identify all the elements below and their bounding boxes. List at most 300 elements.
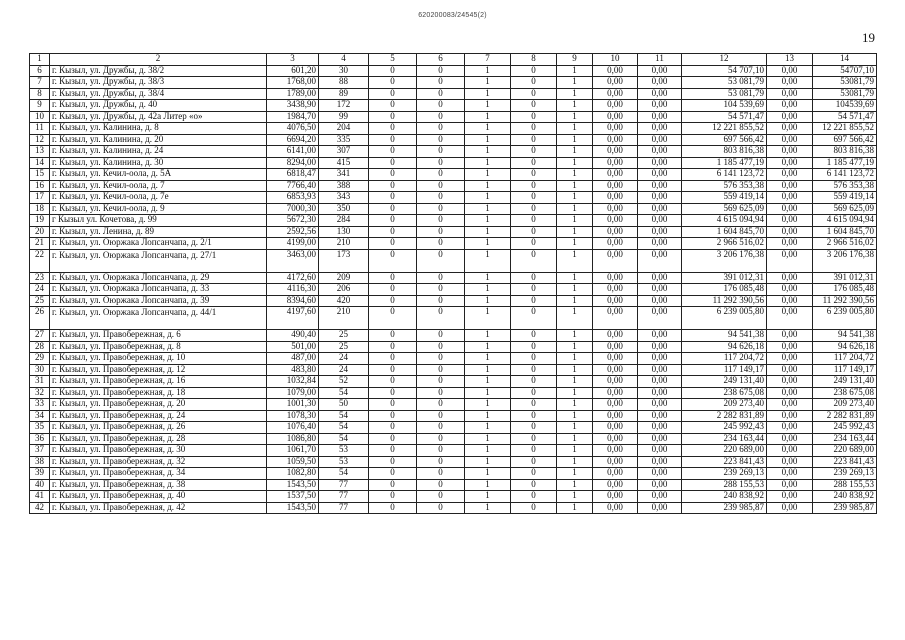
address-cell: г. Кызыл, ул. Правобережная, д. 38: [50, 479, 267, 491]
table-cell: 209: [319, 272, 369, 284]
table-cell: 0,00: [767, 123, 813, 135]
table-cell: 1: [465, 330, 511, 342]
table-cell: 1059,50: [267, 456, 319, 468]
table-cell: 0,00: [593, 422, 638, 434]
table-cell: 0,00: [638, 111, 682, 123]
table-cell: 0: [417, 272, 465, 284]
table-cell: 1: [557, 295, 593, 307]
table-cell: 2592,56: [267, 226, 319, 238]
table-cell: 41: [30, 491, 50, 503]
table-cell: 35: [30, 422, 50, 434]
table-cell: 206: [319, 284, 369, 296]
table-row: [30, 77, 877, 89]
table-cell: 17: [30, 192, 50, 204]
table-cell: 288 155,53: [813, 479, 877, 491]
table-cell: 0,00: [638, 468, 682, 480]
table-cell: 117 204,72: [682, 353, 767, 365]
table-cell: 1: [557, 169, 593, 181]
table-cell: 8294,00: [267, 157, 319, 169]
table-cell: 1: [465, 123, 511, 135]
table-cell: 8394,60: [267, 295, 319, 307]
table-cell: 0: [369, 353, 417, 365]
table-cell: 0,00: [638, 203, 682, 215]
table-cell: 0: [369, 215, 417, 227]
table-row: [30, 364, 877, 376]
table-cell: 343: [319, 192, 369, 204]
table-cell: 53: [319, 456, 369, 468]
table-cell: 1: [557, 88, 593, 100]
table-cell: 1: [557, 479, 593, 491]
column-number-row: [30, 54, 877, 66]
table-cell: 0,00: [593, 123, 638, 135]
table-cell: 0,00: [593, 65, 638, 77]
page-number: 19: [862, 30, 875, 45]
table-cell: 1: [557, 192, 593, 204]
table-cell: 0: [511, 479, 557, 491]
address-cell: г. Кызыл, ул. Оюржака Лопсанчапа, д. 29: [50, 272, 267, 284]
table-cell: 288 155,53: [682, 479, 767, 491]
column-header: 12: [682, 54, 767, 66]
table-cell: 1: [465, 272, 511, 284]
table-cell: 1061,70: [267, 445, 319, 457]
table-cell: 4199,00: [267, 238, 319, 250]
table-cell: 0,00: [767, 330, 813, 342]
table-cell: 117 149,17: [682, 364, 767, 376]
table-row: [30, 157, 877, 169]
table-cell: 25: [319, 341, 369, 353]
table-cell: 487,00: [267, 353, 319, 365]
table-cell: 42: [30, 502, 50, 514]
address-cell: г. Кызыл, ул. Правобережная, д. 28: [50, 433, 267, 445]
address-cell: г. Кызыл, ул. Правобережная, д. 16: [50, 376, 267, 388]
table-cell: 0,00: [638, 422, 682, 434]
address-cell: г. Кызыл, ул. Кечил-оола, д. 9: [50, 203, 267, 215]
table-row: [30, 215, 877, 227]
table-cell: 0: [369, 399, 417, 411]
table-cell: 0,00: [638, 353, 682, 365]
table-cell: 1: [557, 422, 593, 434]
table-cell: 50: [319, 399, 369, 411]
address-cell: г. Кызыл, ул. Кечил-оола, д. 7: [50, 180, 267, 192]
table-cell: 14: [30, 157, 50, 169]
table-cell: 0,00: [638, 180, 682, 192]
table-cell: 94 541,38: [813, 330, 877, 342]
table-cell: 0: [417, 284, 465, 296]
table-cell: 1082,80: [267, 468, 319, 480]
table-row: [30, 422, 877, 434]
table-cell: 0: [417, 134, 465, 146]
table-cell: 0,00: [638, 330, 682, 342]
table-cell: 0: [511, 192, 557, 204]
table-cell: 0,00: [638, 284, 682, 296]
table-cell: 0: [417, 353, 465, 365]
table-cell: 1 604 845,70: [813, 226, 877, 238]
table-cell: 576 353,38: [813, 180, 877, 192]
table-cell: 77: [319, 491, 369, 503]
address-cell: г. Кызыл, ул. Правобережная, д. 34: [50, 468, 267, 480]
table-cell: 0,00: [638, 215, 682, 227]
table-cell: 1: [557, 330, 593, 342]
table-cell: 21: [30, 238, 50, 250]
table-cell: 350: [319, 203, 369, 215]
table-cell: 176 085,48: [813, 284, 877, 296]
register-table: [29, 53, 877, 514]
table-cell: 1: [465, 445, 511, 457]
table-cell: 9: [30, 100, 50, 112]
table-cell: 0: [417, 364, 465, 376]
table-cell: 803 816,38: [813, 146, 877, 158]
table-cell: 130: [319, 226, 369, 238]
table-cell: 335: [319, 134, 369, 146]
address-cell: г. Кызыл, ул. Дружбы, д. 38/3: [50, 77, 267, 89]
table-cell: 8: [30, 88, 50, 100]
table-cell: 1: [465, 399, 511, 411]
table-cell: 0,00: [767, 100, 813, 112]
table-cell: 24: [319, 353, 369, 365]
table-cell: 0: [369, 410, 417, 422]
table-cell: 0: [369, 445, 417, 457]
table-cell: 30: [30, 364, 50, 376]
table-cell: 1: [557, 307, 593, 330]
table-cell: 104539,69: [813, 100, 877, 112]
table-cell: 1: [557, 123, 593, 135]
table-cell: 0,00: [767, 192, 813, 204]
table-cell: 0,00: [593, 502, 638, 514]
table-cell: 30: [319, 65, 369, 77]
table-cell: 0,00: [767, 249, 813, 272]
table-cell: 1: [557, 249, 593, 272]
table-cell: 0,00: [767, 410, 813, 422]
table-cell: 54 707,10: [682, 65, 767, 77]
table-cell: 18: [30, 203, 50, 215]
table-cell: 0: [369, 146, 417, 158]
table-cell: 0: [511, 330, 557, 342]
table-cell: 117 149,17: [813, 364, 877, 376]
table-cell: 1: [465, 157, 511, 169]
table-cell: 54: [319, 422, 369, 434]
table-cell: 0,00: [767, 157, 813, 169]
table-cell: 1: [465, 376, 511, 388]
column-header: 13: [767, 54, 813, 66]
table-cell: 0: [511, 111, 557, 123]
table-cell: 1: [557, 100, 593, 112]
table-cell: 0,00: [767, 456, 813, 468]
table-row: [30, 249, 877, 272]
table-cell: 1: [557, 433, 593, 445]
table-cell: 0: [369, 387, 417, 399]
table-cell: 239 269,13: [682, 468, 767, 480]
table-row: [30, 468, 877, 480]
table-cell: 388: [319, 180, 369, 192]
table-cell: 16: [30, 180, 50, 192]
column-header: 6: [417, 54, 465, 66]
table-cell: 223 841,43: [813, 456, 877, 468]
table-row: [30, 491, 877, 503]
table-cell: 0: [369, 169, 417, 181]
table-cell: 1: [465, 364, 511, 376]
table-cell: 6: [30, 65, 50, 77]
table-cell: 0: [511, 146, 557, 158]
table-cell: 576 353,38: [682, 180, 767, 192]
table-row: [30, 203, 877, 215]
table-cell: 1: [557, 146, 593, 158]
table-cell: 0: [511, 445, 557, 457]
table-cell: 0: [417, 330, 465, 342]
table-cell: 307: [319, 146, 369, 158]
table-cell: 0,00: [767, 203, 813, 215]
table-cell: 0: [511, 433, 557, 445]
table-cell: 0,00: [767, 88, 813, 100]
table-cell: 210: [319, 307, 369, 330]
table-cell: 94 626,18: [682, 341, 767, 353]
table-cell: 0,00: [638, 364, 682, 376]
table-cell: 501,00: [267, 341, 319, 353]
table-cell: 0: [417, 146, 465, 158]
table-cell: 1: [465, 100, 511, 112]
table-cell: 0: [511, 169, 557, 181]
table-cell: 6 141 123,72: [813, 169, 877, 181]
table-cell: 0,00: [593, 284, 638, 296]
table-cell: 0: [417, 123, 465, 135]
table-cell: 12: [30, 134, 50, 146]
table-cell: 0: [369, 341, 417, 353]
address-cell: г. Кызыл, ул. Кечил-оола, д. 5А: [50, 169, 267, 181]
table-cell: 0,00: [593, 272, 638, 284]
table-cell: 0: [417, 88, 465, 100]
table-cell: 0,00: [767, 307, 813, 330]
table-cell: 0: [511, 353, 557, 365]
table-cell: 0: [511, 180, 557, 192]
table-cell: 0,00: [638, 272, 682, 284]
table-cell: 0: [511, 284, 557, 296]
table-cell: 53 081,79: [682, 77, 767, 89]
table-cell: 0,00: [767, 272, 813, 284]
table-cell: 0: [369, 203, 417, 215]
address-cell: г. Кызыл, ул. Правобережная, д. 40: [50, 491, 267, 503]
table-cell: 391 012,31: [813, 272, 877, 284]
table-cell: 245 992,43: [813, 422, 877, 434]
column-header: 3: [267, 54, 319, 66]
table-cell: 1 604 845,70: [682, 226, 767, 238]
table-cell: 2 966 516,02: [682, 238, 767, 250]
table-row: [30, 111, 877, 123]
table-cell: 1: [465, 307, 511, 330]
table-row: [30, 100, 877, 112]
table-cell: 249 131,40: [813, 376, 877, 388]
table-cell: 1086,80: [267, 433, 319, 445]
table-cell: 223 841,43: [682, 456, 767, 468]
table-cell: 0,00: [767, 479, 813, 491]
table-cell: 11: [30, 123, 50, 135]
column-header: 8: [511, 54, 557, 66]
table-cell: 239 985,87: [813, 502, 877, 514]
table-cell: 0: [417, 445, 465, 457]
table-row: [30, 445, 877, 457]
table-cell: 0,00: [593, 376, 638, 388]
table-cell: 0,00: [638, 307, 682, 330]
table-cell: 54: [319, 410, 369, 422]
table-cell: 0,00: [638, 226, 682, 238]
table-cell: 88: [319, 77, 369, 89]
table-cell: 249 131,40: [682, 376, 767, 388]
table-cell: 1: [465, 88, 511, 100]
table-cell: 1: [465, 238, 511, 250]
table-cell: 4116,30: [267, 284, 319, 296]
table-cell: 0,00: [593, 387, 638, 399]
column-header: 14: [813, 54, 877, 66]
table-cell: 209 273,40: [682, 399, 767, 411]
table-cell: 569 625,09: [682, 203, 767, 215]
table-cell: 415: [319, 157, 369, 169]
table-cell: 220 689,00: [813, 445, 877, 457]
table-cell: 0,00: [638, 502, 682, 514]
table-cell: 6 141 123,72: [682, 169, 767, 181]
table-cell: 0,00: [593, 468, 638, 480]
table-cell: 5672,30: [267, 215, 319, 227]
table-cell: 0: [511, 203, 557, 215]
table-cell: 1: [465, 491, 511, 503]
table-cell: 238 675,08: [813, 387, 877, 399]
address-cell: г. Кызыл, ул. Дружбы, д. 42а Литер «о»: [50, 111, 267, 123]
table-cell: 54 571,47: [682, 111, 767, 123]
table-cell: 0,00: [767, 146, 813, 158]
table-cell: 1543,50: [267, 502, 319, 514]
table-cell: 11 292 390,56: [682, 295, 767, 307]
table-cell: 1: [557, 456, 593, 468]
table-cell: 32: [30, 387, 50, 399]
table-cell: 1789,00: [267, 88, 319, 100]
table-cell: 0,00: [767, 284, 813, 296]
table-cell: 94 541,38: [682, 330, 767, 342]
table-cell: 0: [369, 65, 417, 77]
column-header: 4: [319, 54, 369, 66]
table-cell: 234 163,44: [813, 433, 877, 445]
table-cell: 54: [319, 433, 369, 445]
table-cell: 1: [557, 399, 593, 411]
table-cell: 94 626,18: [813, 341, 877, 353]
table-row: [30, 284, 877, 296]
table-cell: 0,00: [593, 203, 638, 215]
table-cell: 239 269,13: [813, 468, 877, 480]
table-cell: 26: [30, 307, 50, 330]
table-row: [30, 146, 877, 158]
table-cell: 0,00: [593, 192, 638, 204]
table-cell: 0,00: [638, 387, 682, 399]
table-cell: 23: [30, 272, 50, 284]
column-header: 7: [465, 54, 511, 66]
table-cell: 0: [369, 468, 417, 480]
table-cell: 0: [369, 433, 417, 445]
table-cell: 0,00: [638, 295, 682, 307]
table-cell: 12 221 855,52: [813, 123, 877, 135]
table-cell: 1: [557, 157, 593, 169]
table-cell: 4076,50: [267, 123, 319, 135]
table-cell: 420: [319, 295, 369, 307]
table-cell: 0: [369, 364, 417, 376]
table-row: [30, 353, 877, 365]
table-cell: 0: [511, 364, 557, 376]
table-cell: 0: [417, 226, 465, 238]
table-cell: 6141,00: [267, 146, 319, 158]
table-cell: 0: [417, 111, 465, 123]
table-cell: 0,00: [593, 491, 638, 503]
address-cell: г. Кызыл, ул. Калинина, д. 20: [50, 134, 267, 146]
table-cell: 117 204,72: [813, 353, 877, 365]
table-cell: 1: [557, 341, 593, 353]
table-cell: 0,00: [593, 249, 638, 272]
table-cell: 220 689,00: [682, 445, 767, 457]
address-cell: г. Кызыл, ул. Ленина, д. 89: [50, 226, 267, 238]
table-cell: 24: [319, 364, 369, 376]
table-cell: 1078,30: [267, 410, 319, 422]
column-header: 2: [50, 54, 267, 66]
table-cell: 0: [369, 100, 417, 112]
table-cell: 0: [369, 491, 417, 503]
table-cell: 53081,79: [813, 77, 877, 89]
address-cell: г. Кызыл, ул. Дружбы, д. 38/2: [50, 65, 267, 77]
table-cell: 38: [30, 456, 50, 468]
table-cell: 0: [417, 387, 465, 399]
table-cell: 19: [30, 215, 50, 227]
table-row: [30, 272, 877, 284]
table-cell: 3 206 176,38: [813, 249, 877, 272]
table-cell: 1076,40: [267, 422, 319, 434]
table-cell: 28: [30, 341, 50, 353]
table-cell: 0,00: [767, 502, 813, 514]
table-cell: 0,00: [638, 433, 682, 445]
table-cell: 11 292 390,56: [813, 295, 877, 307]
table-cell: 0,00: [593, 146, 638, 158]
table-cell: 0: [511, 134, 557, 146]
table-cell: 0,00: [767, 180, 813, 192]
table-cell: 0: [369, 192, 417, 204]
table-cell: 0,00: [767, 433, 813, 445]
address-cell: г. Кызыл, ул. Правобережная, д. 8: [50, 341, 267, 353]
table-cell: 0: [417, 502, 465, 514]
table-cell: 0,00: [767, 468, 813, 480]
table-cell: 0: [417, 249, 465, 272]
address-cell: г. Кызыл, ул. Дружбы, д. 40: [50, 100, 267, 112]
table-cell: 210: [319, 238, 369, 250]
table-cell: 1: [465, 77, 511, 89]
table-cell: 0: [511, 399, 557, 411]
table-row: [30, 238, 877, 250]
address-cell: г. Кызыл, ул. Оюржака Лопсанчапа, д. 44/1: [50, 307, 267, 330]
table-cell: 0,00: [767, 353, 813, 365]
table-cell: 6694,20: [267, 134, 319, 146]
table-cell: 7000,30: [267, 203, 319, 215]
column-header: 11: [638, 54, 682, 66]
table-cell: 1 185 477,19: [682, 157, 767, 169]
table-cell: 1: [557, 284, 593, 296]
table-cell: 0: [417, 100, 465, 112]
table-cell: 0: [369, 238, 417, 250]
table-cell: 0,00: [767, 364, 813, 376]
table-row: [30, 410, 877, 422]
table-cell: 803 816,38: [682, 146, 767, 158]
table-cell: 176 085,48: [682, 284, 767, 296]
table-cell: 53 081,79: [682, 88, 767, 100]
table-cell: 0,00: [638, 399, 682, 411]
table-row: [30, 192, 877, 204]
address-cell: г. Кызыл, ул. Правобережная, д. 18: [50, 387, 267, 399]
table-cell: 0: [369, 330, 417, 342]
table-cell: 0: [369, 249, 417, 272]
table-cell: 0: [511, 468, 557, 480]
table-cell: 0,00: [767, 295, 813, 307]
table-cell: 1: [465, 134, 511, 146]
table-cell: 2 966 516,02: [813, 238, 877, 250]
